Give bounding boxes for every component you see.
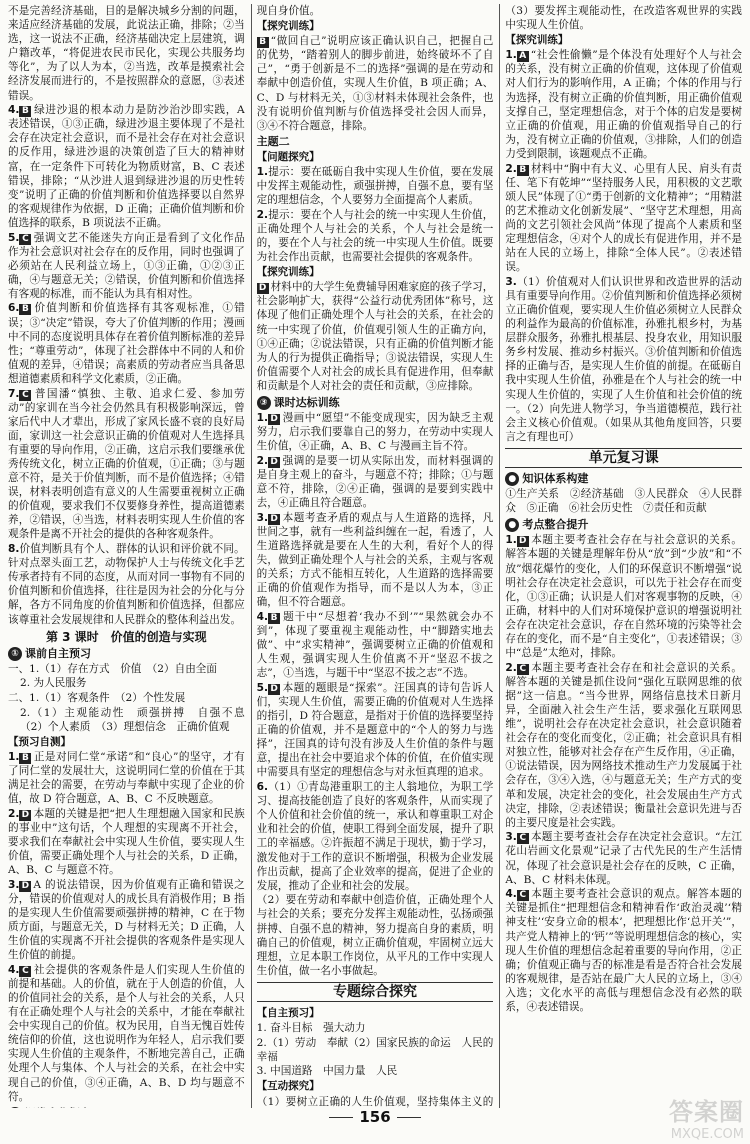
paragraph-text: “社会性偷懒”是个体没有处理好个人与社会的关系，没有树立正确的价值观，这体现了价值观对人们行为的影响作用，A 正确；个体的作用与行为选择，没有树立正确的价值判断，用正确价值观支撑自己，坚定理想信念，对于个体的启发是要树立正确的价值观，用正确的价值观指导自己的行为，没有树立正确的价值观，③排除，人们的创造力受到限制，该题观点不正确。 <box>505 49 742 160</box>
answer-paragraph <box>257 1021 494 1035</box>
paragraph-text: 提示：要在砥砺自我中实现人生价值，要在发展中发挥主观能动性，顽强拼搏，自强不息，要有坚定的理想信念，个人要努力全面提高个人素质。 <box>256 166 494 207</box>
section-badge-icon: ● <box>505 518 519 532</box>
section-heading <box>257 396 494 410</box>
answer-paragraph <box>257 4 494 18</box>
answer-paragraph <box>257 1095 494 1108</box>
paragraph-text: 提示：要在个人与社会的统一中实现人生价值，正确处理个人与社会的关系，个人与社会是统一的，要在个人与社会的统一中实现人生价值。既要为社会作出贡献，也需要社会提供的客观条件。 <box>256 208 494 264</box>
answer-paragraph <box>505 487 742 515</box>
question-number: 3. <box>256 511 269 524</box>
answer-paragraph <box>505 830 742 886</box>
question-number: 2. <box>505 661 517 674</box>
paragraph-text: 本题的题眼是“探索”。汪国真的诗句告诉人们，实现人生价值，需要正确的价值观对人生选择的指引，D 符合题意，是指对于价值的选择要坚持正确的价值观，并不是题意中的“个人的努力与选择”，汪国真的诗句没有涉及人生价值的条件与题意，提出在社会中要追求个体的价值，在价值实现中需要具有坚定的理想信念与对永恒真理的追求。 <box>256 681 494 779</box>
answer-letter-badge: C <box>19 390 31 401</box>
answer-letter-badge: D <box>268 414 280 425</box>
answer-paragraph <box>505 4 742 32</box>
paragraph-text: A 的说法错误，因为价值观有正确和错误之分，错误的价值观对人的成长具有消极作用；B 指的是实现人生价值需要顽强拼搏的精神，C 在于物质方面，与题意无关，D 与材料无关；D 正确，人生价值的实现离不开社会提供的客观条件是实现人生价值的前提。 <box>8 878 245 962</box>
unit-title: 专题综合探究 <box>257 982 494 1002</box>
answer-paragraph <box>257 511 494 610</box>
answer-paragraph <box>257 1064 494 1078</box>
question-number: 1. <box>505 534 517 547</box>
paragraph-text: 普国潘“慎独、主敬、追求仁爱、参加劳动”的家训在当今社会仍然具有积极影响深远，曾家后代中人才辈出，形成了家风长盛不衰的良好局面，家训这一社会意识正确的价值观对人生选择具有重要的导向作用，②正确，这启示我们要继承优秀传统文化，树立正确的价值观，①正确；③与题意不符，是关于价值判断，而不是价值选择；④错误，材料表明创造有意义的人生需要重视树立正确的价值观，要求我们不仅要修身养性，提高道德素养，②错误，④当选，材料表明实现人生价值的客观条件是离不开社会的提供的各种客观条件。 <box>8 387 245 541</box>
paragraph-text: （1）要树立正确的人生价值观，坚持集体主义的 <box>256 1095 494 1108</box>
answer-letter-badge: B <box>19 304 31 315</box>
paragraph-text: 2.（1）劳动 奉献（2）国家民族的命运 人民的幸福 <box>256 1036 494 1063</box>
section-badge-icon: ● <box>505 472 519 486</box>
paragraph-text: 二、1.（1）客观条件 （2）个性发展 <box>8 692 186 704</box>
bracket-label: 【探究训练】 <box>256 20 320 33</box>
paragraph-text: 本题的关键是把“把人生理想融入国家和民族的事业中”这句话，个人理想的实现离不开社会，要求我们在奉献社会中实现人生价值，要实现人生价值，需要正确处理个人与社会的关系，D 正确，A、B、C 与题意不符。 <box>8 807 245 877</box>
column-right <box>499 4 742 1108</box>
answer-letter-badge: A <box>517 51 529 62</box>
answer-paragraph <box>8 750 245 806</box>
question-number: 2. <box>256 208 269 221</box>
answer-letter-badge: D <box>19 881 31 892</box>
answer-paragraph <box>257 165 494 207</box>
paragraph-text: 2. 为人民服务 <box>20 677 87 690</box>
answer-paragraph <box>8 231 245 301</box>
question-number: 6. <box>256 781 269 794</box>
answer-paragraph <box>257 681 494 780</box>
answer-paragraph <box>8 963 245 1104</box>
answer-paragraph <box>257 893 494 978</box>
answer-paragraph <box>505 661 742 830</box>
paragraph-text: 社会提供的客观条件是人们实现人生价值的前提和基础。人的价值，就在于人创造的价值，人的价值同社会的关系，是个人与社会的关系，人只有在正确处理个人与社会的关系中，才能在奉献社会中实现自己的价值。权为民用，自当无愧百姓传统信仰的价值，这也说明作为年轻人，启示我们要实现人生价值的主观条件，不断地完善自己，正确处理个人与集体、个人与社会的关系，在社会中实现自己的价值，③④正确，A、B、D 均与题意不符。 <box>8 963 245 1103</box>
answer-paragraph <box>257 280 494 393</box>
paragraph-text: 3. 中国道路 中国力量 人民 <box>256 1065 398 1078</box>
answer-paragraph <box>505 533 742 660</box>
column-left <box>8 4 245 1108</box>
paragraph-text: 强调的是要一切从实际出发，而材料强调的是自身主观上的奋斗，与题意不符；排除；①与题意不符，排除，②④正确，强调的是要到实践中去，④正确且符合题意。 <box>256 454 494 510</box>
question-number: 4. <box>505 888 517 901</box>
answer-page <box>8 4 742 1108</box>
answer-paragraph <box>257 610 494 680</box>
paragraph-text: 绿进沙退的根本动力是防沙治沙即实践，A 表述错误，①③正确，绿进沙退主要体现了不是社会存在决定社会意识，而不是社会存在对社会意识的反作用，绿进沙退的决策创造了巨大的精神财富，在一定条件下可转化为物质财富，B、C 表述错误，排除；“从沙进人退到绿进沙退的历史性转变”说明了正确的价值判断和价值选择要以自然界的客观规律作为依据，D 正确；正确价值判断和价值选择的联系，B 项说法不正确。 <box>8 104 245 229</box>
answer-paragraph <box>8 691 245 705</box>
paragraph-text: （1）①青岛港重职工的主人翁地位，为职工学习、提高技能创造了良好的客观条件，从而实现了个人价值和社会价值的统一，承认和尊重职工对企业和社会的价值，使职工得到全面发展，提升了职工的幸福感。②许振超不满足于现状，勤于学习，激发他对于工作的意识不断增强，积极为企业发展作出贡献，提高了企业效率的提高，促进了企业的发展，推动了企业和社会的发展。 <box>256 781 494 892</box>
paragraph-text: 2.（1）主观能动性 顽强拼搏 自强不息 （2）个人素质 （3）理想信念 正确价值观 <box>20 706 245 733</box>
answer-paragraph <box>8 387 245 542</box>
answer-letter-badge: C <box>19 966 31 977</box>
paragraph-text: 题干中“尽想着‘我办不到’”“果然就会办不到”，体现了要重视主观能动性，中“脚踏实地去做”、中“求实精神”，强调要树立正确的价值观和人生观，强调实现人生价值离不开“坚忍不拔之志”，①当选，与题干中“坚忍不拔之志”不选。 <box>256 610 494 680</box>
paragraph-text: 材料中“胸中有大义、心里有人民、肩头有责任、笔下有乾坤”“坚持服务人民，用积极的文艺歌颂人民”体现了①“勇于创新的文化精神”；“用精湛的艺术推动文化创新发展”、“坚守艺术理想，用高尚的文艺引领社会风尚”体现了提高个人素质和坚定理想信念，④对个人的成长有促进作用，并不是站在人民的立场上，排除“全体人民”。②表述错误。 <box>505 162 742 274</box>
paragraph-text: 本题主要考查社会存在决定社会意识。“左江花山岩画文化景观”记录了古代先民的生产生活情况，体现了社会意识是社会存在的反映，C 正确，A、B、C 材料未体现。 <box>505 831 742 886</box>
question-number: 2. <box>505 162 517 175</box>
answer-paragraph <box>8 301 245 386</box>
question-number: 3. <box>505 275 517 288</box>
question-number: 8. <box>8 543 20 556</box>
answer-paragraph <box>257 208 494 264</box>
answer-letter-badge: B <box>19 753 31 764</box>
question-number: 1. <box>256 166 269 179</box>
answer-paragraph <box>8 706 245 734</box>
paragraph-text: 正是对同仁堂“承诺”和“良心”的坚守，才有了同仁堂的发展壮大，这说明同仁堂的价值在于其满足社会的需要，在劳动与奉献中实现了企业的价值，故 D 符合题意，A、B、C 不反映题意。 <box>8 750 245 806</box>
answer-letter-badge: D <box>257 283 269 294</box>
paragraph-text: 不是完善经济基础，目的是解决城乡分割的问题，来适应经济基础的发展，此说法正确，排除；②当选，这一说法不正确，经济基础决定上层建筑，调户籍改革，“将促进农民市民化，实现公共服务均等化”，为了以人为本，②当选，改革是摸索社会经济发展而进行的，不是按照群众的意愿，③表述错误。 <box>8 5 245 102</box>
answer-letter-badge: C <box>517 890 529 901</box>
question-number: 4. <box>256 610 269 623</box>
section-badge-icon: ③ <box>257 396 271 410</box>
answer-paragraph <box>257 34 494 133</box>
watermark-line-1: 答案圈 <box>669 1098 744 1126</box>
answer-paragraph <box>505 887 742 1014</box>
answer-letter-badge: B <box>268 613 280 624</box>
question-number: 2. <box>8 807 20 820</box>
paragraph-text: 材料中的大学生免费辅导困难家庭的孩子学习，社会影响扩大，获得“公益行动优秀团体”称号，这体现了他们正确处理个人与社会的关系，在社会的统一中实现了价值，价值观引领人生的正确方向，①④正确；②说法错误，只有正确的价值判断才能为人的行为提供正确指导；③说法错误，实现人生价值需要个人对社会的成长具有促进作用，但奉献和贡献是个人对社会的责任和贡献，③应排除。 <box>256 281 494 392</box>
paragraph-text: 本题主要考查社会存在与社会意识的关系。解答本题的关键是理解年份从“放”到“少放”和“不放”烟花爆竹的变化，人们的环保意识不断增强“说明社会存在决定社会意识，可以先于社会存在而变化，①③正确；认识是人们对客观事物的反映，④正确，材料中的人们对环境保护意识的增强说明社会存在决定社会意识，存在自然环境的污染等社会存在的变化，而不是“自主变化”，①表述错误；③中“总是”太绝对，排除。 <box>505 534 742 660</box>
paragraph-text: 强调文艺不能迷失方向正是看到了文化作品作为社会意识对社会存在的反作用，同时也强调了必须站在人民利益立场上，①③正确，①②③正确，④与题意无关；②错误，价值判断和价值选择有客观的标准，而不能认为具有相对性。 <box>8 231 245 300</box>
answer-letter-badge: B <box>19 106 31 117</box>
answer-letter-badge: D <box>268 457 280 468</box>
paragraph-text: 1. 奋斗目标 强大动力 <box>256 1022 366 1035</box>
paragraph-text: 本题主要考查社会意识的观点。解答本题的关键是抓住“把理想信念和精神看作‘政治灵魂’‘精神支柱’‘安身立命的根本’，把理想比作‘总开关’”，共产党人精神上的‘钙’”等说明理想信念的核心，实现人生价值的理想信念起着重要的导向作用，②正确；价值观正确与否的标准是看是否符合社会发展的客观规律，是否站在最广大人民的立场上，③④入选；文化水平的高低与理想信念没有必然的联系，④表述错误。 <box>505 888 742 1013</box>
question-number: 5. <box>8 231 20 244</box>
paragraph-text: （1）价值观对人们认识世界和改造世界的活动具有重要导向作用。②价值判断和价值选择必须树立正确价值观，要实现人生价值必须树立人民群众的利益作为最高的价值标准，孙雅扎根乡村，为基层群众服务，孙雅扎根基层、投身农业，用知识服务乡村发展、推动乡村振兴。③价值判断和价值选择的正确与否，是实现人生价值的前提。在砥砺自我中实现人生价值，孙雅是在个人与社会的统一中实现人生价值的，实现了人生价值和社会价值的统一。（2）向先进人物学习，争当道德模范，践行社会主义核心价值观。（如果从其他角度回答，只要言之有理也可） <box>505 275 742 443</box>
paragraph-text: （3）要发挥主观能动性，在改造客观世界的实践中实现人生价值。 <box>505 5 742 32</box>
answer-paragraph <box>505 162 742 275</box>
answer-letter-badge: B <box>257 37 269 48</box>
paragraph-text: “做回自己”说明应该正确认识自己，把握自己的优势，“踏着别人的脚步前进，始终破坏不了自己”，“勇于创新是不二的选择”强调的是在劳动和奉献中创造价值，实现人生价值，B 项正确；A、C、D 与材料无关，①③材料未体现社会条件，也没有说明价值判断与价值选择受社会因人而异，③④不符合题意，排除。 <box>256 35 494 132</box>
topic-heading: 主题二 <box>256 134 290 148</box>
answer-letter-badge: C <box>19 234 31 245</box>
answer-paragraph <box>257 454 494 510</box>
question-number: 1. <box>505 49 517 62</box>
answer-paragraph <box>8 662 245 676</box>
answer-paragraph <box>257 780 494 893</box>
question-number: 4. <box>8 963 20 976</box>
answer-paragraph <box>505 275 742 444</box>
question-number: 1. <box>256 412 269 425</box>
watermark-line-2: MXQE.COM <box>670 1127 744 1142</box>
answer-paragraph <box>8 4 245 103</box>
answer-paragraph <box>257 1036 494 1064</box>
paragraph-text: 本题主要考查社会存在和社会意识的关系。解答本题的关键是抓住设问“强化互联网思维的依据”这一信息。“当今世界，网络信息技术日新月异，全面融入社会生产生活，要求强化互联网思维”，说明社会存在决定社会意识，社会意识随着社会存在的变化而变化，②正确；社会意识具有相对独立性，能够对社会存在产生反作用，④正确，①说法错误，因为网络技术推动生产力发展属于社会存在，③④入选，④与题意无关；生产方式的变革和发展，决定社会的变化，社会发展由生产方式决定，排除，②表述错误；衡量社会意识先进与否的主要尺度是社会实践。 <box>505 661 742 829</box>
question-number: 5. <box>256 681 269 694</box>
question-number: 3. <box>505 831 517 844</box>
question-number: 7. <box>8 387 20 400</box>
lesson-title: 第 3 课时 价值的创造与实现 <box>45 629 207 644</box>
answer-paragraph <box>8 878 245 963</box>
question-number: 6. <box>8 302 20 315</box>
section-badge-icon: ① <box>8 647 22 661</box>
answer-paragraph <box>257 411 494 453</box>
bracket-label: 【互动探究】 <box>256 1080 320 1093</box>
section-heading-text: 课时达标训练 <box>273 396 340 410</box>
question-number: 2. <box>256 454 269 467</box>
bracket-label: 【探究训练】 <box>505 34 569 47</box>
paragraph-text: 一、1.（1）存在方式 价值 （2）自由全面 <box>8 662 217 675</box>
question-number: 4. <box>8 104 20 117</box>
paragraph-text: 价值判断和价值选择有其客观标准，①错误；③“决定”错误，夸大了价值判断的作用；漫画中不同的态度说明具体存在着价值判断标准的差异性；“尊重劳动”，体现了社会群体中不同的人和价值观的差异，④错误；高素质的劳动者应当具备思想道德素质和科学文化素质，②正确。 <box>8 302 245 385</box>
section-heading-text: 课前自主预习 <box>25 646 91 660</box>
paragraph-text: 现自身价值。 <box>256 5 321 17</box>
answer-letter-badge: D <box>268 514 280 525</box>
answer-letter-badge: D <box>268 684 280 695</box>
page-number: 156 <box>0 1108 750 1126</box>
paragraph-text: （2）要在劳动和奉献中创造价值，正确处理个人与社会的关系；要充分发挥主观能动性，弘扬顽强拼搏、自强不息的精神，努力提高自身的素质，明确自己的价值观，树立正确价值观，牢固树立远大理想，立足本职工作岗位，从平凡的工作中实现人生价值，做一名小事做起。 <box>256 894 494 977</box>
answer-letter-badge: C <box>517 833 529 844</box>
section-heading <box>505 472 742 486</box>
section-heading <box>505 518 742 532</box>
answer-paragraph <box>505 48 742 161</box>
answer-letter-badge: C <box>517 664 529 675</box>
answer-paragraph <box>8 542 245 627</box>
answer-paragraph <box>8 676 245 690</box>
answer-paragraph <box>8 103 245 230</box>
section-heading <box>8 647 245 661</box>
answer-paragraph <box>8 807 245 877</box>
section-heading-text: 考点整合提升 <box>522 518 589 532</box>
answer-letter-badge: B <box>517 165 529 176</box>
unit-title: 单元复习课 <box>505 448 742 468</box>
answer-letter-badge: D <box>19 810 31 821</box>
section-heading-text: 知识体系构建 <box>522 472 589 485</box>
bracket-label: 【探究训练】 <box>256 266 320 279</box>
bracket-label: 【自主预习】 <box>256 1006 320 1019</box>
paragraph-text: 本题考查矛盾的观点与人生道路的选择，凡世间之事，就有一些利益纠缠在一起，看透了，人生道路选择就是要在人生的大利，看好个人的得失，做到正确处理个人与社会的关系，主观与客观的关系；方式不能相互转化，人生道路的选择需要正确的价值观作为指导，而不是以人为本，③正确，但不符合题意。 <box>256 511 494 609</box>
paragraph-text: 价值判断具有个人、群体的认识和评价就不同。针对点翠头面工艺，动物保护人士与传统文化手艺传承者持有不同的态度，从而对同一事物有不同的价值判断和价值选择，往往是因为社会的分化与分解，各方不同角度的价值判断和价值选择，但都应该尊重社会发展规律和人民群众的整体利益出发。 <box>8 543 245 626</box>
answer-letter-badge: D <box>517 536 529 547</box>
question-number: 3. <box>8 878 20 891</box>
question-number: 1. <box>8 750 20 763</box>
watermark-logo <box>624 1092 744 1142</box>
bracket-label: 【问题探究】 <box>256 150 320 163</box>
paragraph-text: ①生产关系 ②经济基础 ③人民群众 ④人民群众 ⑤正确 ⑥社会历史性 ⑦责任和贡献 <box>505 488 742 515</box>
column-middle <box>251 4 494 1108</box>
bracket-label: 【预习自测】 <box>8 735 71 748</box>
paragraph-text: 漫画中“愿望”不能变成现实，因为缺乏主观努力，启示我们要靠自己的努力，在劳动中实现人生价值，④正确，A、B、C 与漫画主旨不符。 <box>256 412 494 453</box>
